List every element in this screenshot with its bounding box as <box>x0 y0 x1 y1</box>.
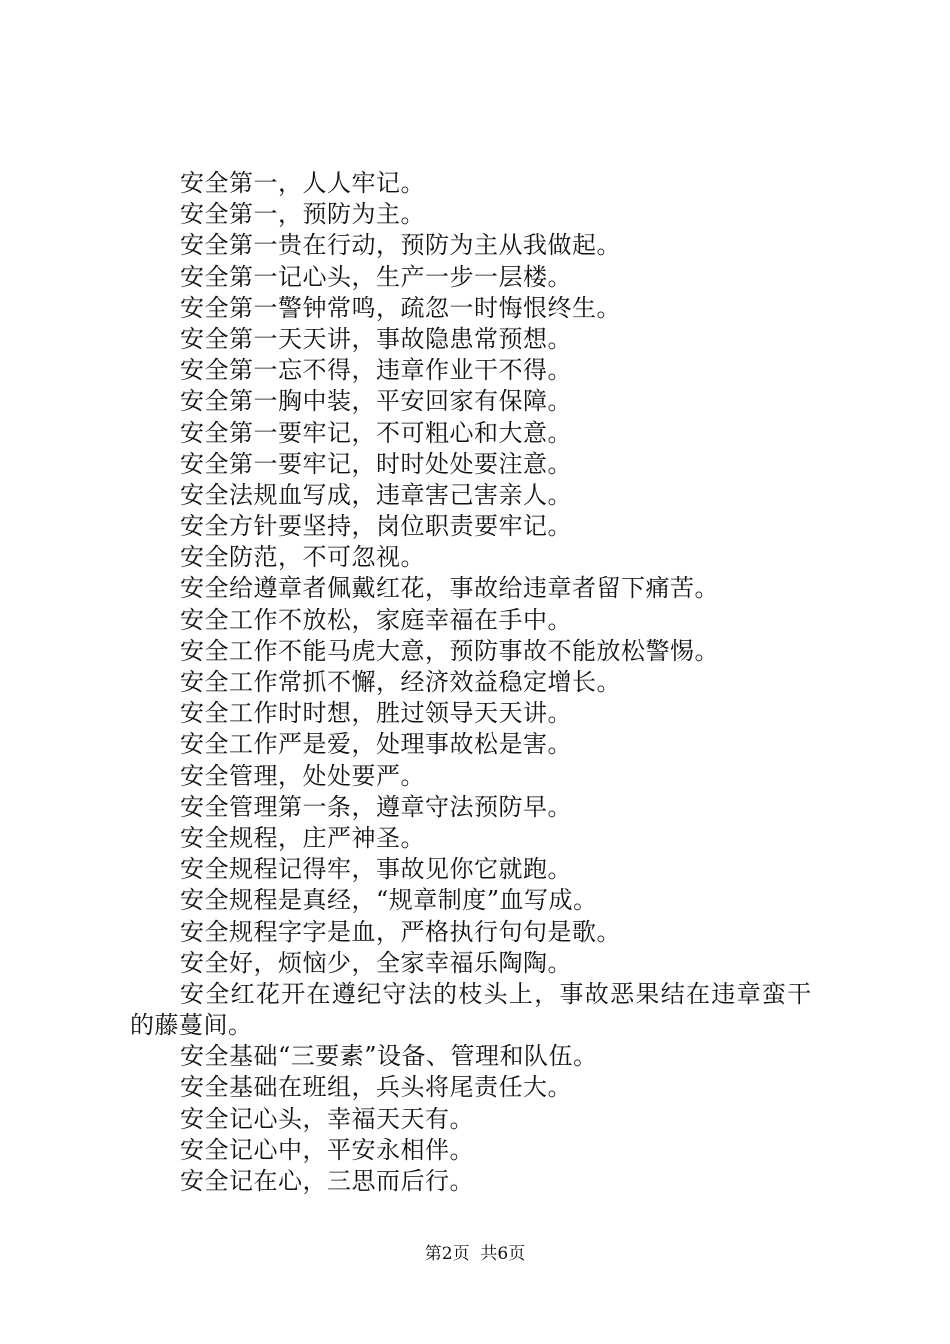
slogan-line: 安全规程记得牢，事故见你它就跑。 <box>180 855 572 884</box>
slogan-list <box>130 168 850 1197</box>
slogan-line: 安全好，烦恼少，全家幸福乐陶陶。 <box>180 948 572 977</box>
slogan-line: 安全基础“三要素”设备、管理和队伍。 <box>180 1042 598 1071</box>
slogan-line: 安全管理第一条，遵章守法预防早。 <box>180 792 572 821</box>
slogan-line: 安全给遵章者佩戴红花，事故给违章者留下痛苦。 <box>180 574 719 603</box>
slogan-line: 安全工作时时想，胜过领导天天讲。 <box>180 699 572 728</box>
slogan-line: 安全管理，处处要严。 <box>180 761 425 790</box>
slogan-line: 安全第一天天讲，事故隐患常预想。 <box>180 324 572 353</box>
slogan-line: 安全第一，预防为主。 <box>180 200 425 229</box>
slogan-line: 安全记心中，平安永相伴。 <box>180 1135 474 1164</box>
slogan-line: 安全第一警钟常鸣，疏忽一时悔恨终生。 <box>180 293 621 322</box>
slogan-line: 安全法规血写成，违章害己害亲人。 <box>180 480 572 509</box>
slogan-line: 安全第一记心头，生产一步一层楼。 <box>180 262 572 291</box>
slogan-line: 安全工作不能马虎大意，预防事故不能放松警惕。 <box>180 636 719 665</box>
slogan-line: 安全方针要坚持，岗位职责要牢记。 <box>180 512 572 541</box>
slogan-line: 安全记心头，幸福天天有。 <box>180 1104 474 1133</box>
slogan-line: 安全工作不放松，家庭幸福在手中。 <box>180 605 572 634</box>
slogan-line: 安全第一忘不得，违章作业干不得。 <box>180 356 572 385</box>
page-number: 第2页 共6页 <box>424 1244 526 1264</box>
page-footer <box>0 1243 950 1265</box>
slogan-line: 安全工作常抓不懈，经济效益稳定增长。 <box>180 668 621 696</box>
slogan-line: 安全防范，不可忽视。 <box>180 543 425 572</box>
slogan-line: 安全第一胸中装，平安回家有保障。 <box>180 387 572 416</box>
slogan-line: 安全基础在班组，兵头将尾责任大。 <box>180 1073 572 1102</box>
slogan-line: 安全记在心，三思而后行。 <box>180 1167 474 1195</box>
slogan-line: 安全规程是真经，“规章制度”血写成。 <box>180 886 598 915</box>
slogan-line: 安全规程，庄严神圣。 <box>180 823 425 852</box>
slogan-line-continuation: 的藤蔓间。 <box>130 1011 253 1040</box>
slogan-line: 安全第一要牢记，时时处处要注意。 <box>180 449 572 478</box>
slogan-line: 安全第一，人人牢记。 <box>180 169 425 197</box>
slogan-line: 安全第一要牢记，不可粗心和大意。 <box>180 418 572 447</box>
slogan-line: 安全工作严是爱，处理事故松是害。 <box>180 730 572 759</box>
slogan-line: 安全第一贵在行动，预防为主从我做起。 <box>180 231 621 260</box>
slogan-line: 安全规程字字是血，严格执行句句是歌。 <box>180 917 621 946</box>
slogan-line: 安全红花开在遵纪守法的枝头上，事故恶果结在违章蛮干 <box>180 979 813 1008</box>
